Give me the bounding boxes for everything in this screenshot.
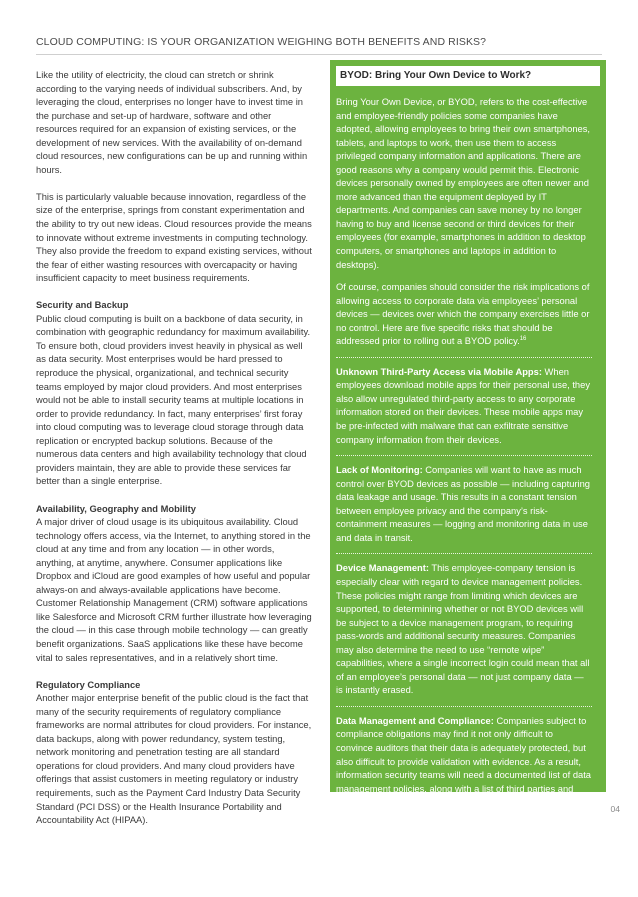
risk-item: [336, 464, 592, 554]
risk-text: Companies subject to compliance obligations may find it not only difficult to convince auditors that their data is adequately protected, but also difficult to provide validation with evidence. As a result, information security teams will need a documented list of data management policies, along with a list of third parties and their data-storing devices.: [336, 715, 592, 808]
security-heading: Security and Backup: [36, 300, 129, 311]
regulatory-paragraph: Another major enterprise benefit of the public cloud is the fact that many of the security requirements of regulatory compliance frameworks are normal attributes for cloud providers. For instance, data backups, along with power redundancy, system testing, network monitoring and penetration testing are all standard operations for cloud providers. And many cloud providers have offerings that assist customers in meeting regulatory or industry requirements, such as the Payment Card Industry Data Security Standard (PCI DSS) or the Health Insurance Portability and Accountability Act (HIPAA).: [36, 693, 312, 826]
availability-heading: Availability, Geography and Mobility: [36, 503, 196, 514]
byod-sidebar: [330, 60, 606, 879]
risk-text: This employee-company tension is especially clear with regard to device management policies. These policies might range from limiting which devices are supported, to determining whether or not BYOD devices will be subject to a device management program, to requiring pass-words and additional security measures. Companies may also determine the need to use “remote wipe” capabilities, where a single incorrect login could mean that all of an employee’s personal data — not just company data — is instantly erased.: [336, 563, 590, 696]
sidebar-body: [336, 96, 592, 897]
sidebar-intro-2-block: [336, 281, 592, 358]
risk-text: Employees relying on their own devices at work tend to access their personal email and applications more readily, thus increasing the likeli-hood of engaging in personal activities on company time.: [336, 827, 590, 879]
risk-item: [336, 715, 592, 819]
availability-paragraph: A major driver of cloud usage is its ubiquitous availability. Cloud technology offers access, via the Internet, to anything stored in the cloud at any time and from any location — in other words, anything, at anytime, anywhere. Consumer applications like Dropbox and iCloud are good examples of how useful and popular always-on and always-available applications have become. Customer Relationship Management (CRM) software applications like Salesforce and Microsoft CRM further illustrate how leveraging the cloud — in this case through mobile technology — can greatly benefit organizations. SaaS applications like these have become vital to sales representatives, and in a relatively short time.: [36, 517, 312, 663]
risk-label: Device Management:: [336, 563, 429, 574]
page-number: 04: [610, 804, 620, 814]
running-header: CLOUD COMPUTING: IS YOUR ORGANIZATION WEIGHING BOTH BENEFITS AND RISKS?: [36, 36, 487, 48]
risk-text: When employees download mobile apps for their personal use, they also allow unregulated third-party access to any corporate information stored on their devices. These mobile apps may be pre-infected with malware that can exfiltrate sensitive company information from their devices.: [336, 366, 590, 445]
sidebar-title-box: [336, 66, 600, 86]
footnote-ref: 16: [519, 336, 527, 343]
risk-text: Companies will want to have as much control over BYOD devices as possible — including capturing data leakage and usage. This results in a constant tension between employee privacy and the company’s risk-containment measures — logging and monitoring data in use and data in transit.: [336, 465, 590, 543]
risk-label: Lack of Monitoring:: [336, 465, 423, 476]
risk-item: [336, 366, 592, 456]
intro-paragraph-2: This is particularly valuable because innovation, regardless of the size of the enterprise, springs from constant experimentation and the ability to try out new ideas. Cloud resources provide the means to innovate without extreme investments in computing technology. They also provide the freedom to expand existing services, without the fear of either wasting resources with overcapacity or having insufficient capacity to meet business requirements.: [36, 191, 312, 284]
risk-label: Data Management and Compliance:: [336, 715, 494, 726]
risk-label: Merging Personal and Company Time:: [336, 827, 507, 838]
regulatory-heading: Regulatory Compliance: [36, 679, 141, 690]
risk-label: Unknown Third-Party Access via Mobile Apps:: [336, 366, 542, 377]
header-divider: [36, 54, 602, 55]
intro-paragraph-1: Like the utility of electricity, the cloud can stretch or shrink according to the varying needs of individual subscribers. And, by leveraging the cloud, enterprises no longer have to invest time in the purchase and set-up of hardware, software and other resources required for an expansion of existing services, or the development of new services. With the availability of on-demand cloud resources, new configurations can be up and running within hours.: [36, 70, 308, 175]
security-paragraph: Public cloud computing is built on a backbone of data security, in combination with geographic redundancy for maximum availability. To ensure both, cloud providers invest heavily in physical as well as data security. Most enterprises would be hard pressed to reproduce the physical, organizational, and technical security teams employed by major cloud providers. And most enterprises would not be able to install security teams at multiple locations in order to provide redundancy. In fact, many enterprises’ first foray into cloud computing was to leverage cloud storage through data replication or encrypted backup solutions. Because of the numerous data centers and high availability technology that cloud providers maintain, they are able to provide these services far better than a single enterprise.: [36, 313, 311, 487]
sidebar-intro-1: Bring Your Own Device, or BYOD, refers to the cost-effective and employee-friendly policies some companies have adopted, allowing employees to bring their own smartphones, tablets, and laptops to work, then use them to access privileged company information and applications. There are good reasons why a company would permit this. Electronic devices personally owned by employees are often newer and more advanced than the equipment deployed by IT departments. And companies can save money by no longer having to buy and license second or third devices for their employees (for example, smartphones in addition to desktop computers, or smartphones and laptops in addition to desktops).: [336, 97, 590, 270]
sidebar-title: BYOD: Bring Your Own Device to Work?: [340, 70, 532, 81]
risk-item: [336, 562, 592, 706]
sidebar-intro-2: Of course, companies should consider the risk implications of allowing access to corporate data via employees’ personal devices — devices over which the company exercises little or no control. Here are five specific risks that should be addressed prior to rolling out a BYOD policy.: [336, 282, 590, 347]
risk-item: [336, 827, 592, 889]
main-column: [36, 69, 314, 841]
